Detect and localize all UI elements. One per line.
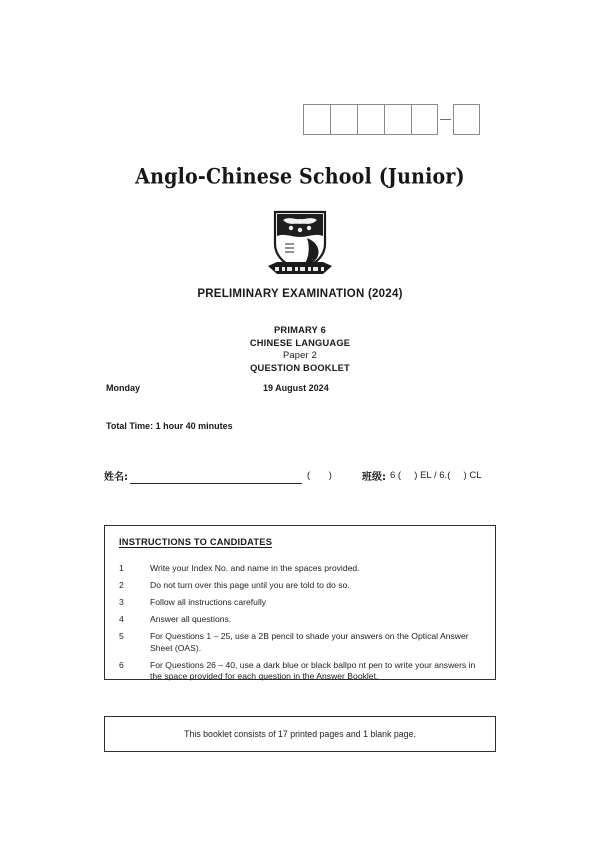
instruction-item — [119, 631, 483, 654]
instruction-number: 4 — [119, 613, 124, 624]
index-number-cell-last[interactable] — [453, 104, 480, 135]
instructions-list — [119, 563, 483, 688]
instruction-number: 6 — [119, 659, 124, 670]
instruction-text: Do not turn over this page until you are told to do so. — [150, 579, 350, 590]
candidate-details-row[interactable] — [104, 466, 524, 488]
candidate-class-label: 班级: — [362, 472, 386, 483]
instructions-box — [104, 525, 496, 680]
booklet-note-box — [104, 716, 496, 752]
index-number-cell[interactable] — [303, 104, 330, 135]
instruction-text: For Questions 26 – 40, use a dark blue or black ballpo nt pen to write your answers in the space provided for each question in the Answer Booklet. — [150, 659, 476, 682]
exam-booklet-type: QUESTION BOOKLET — [250, 362, 350, 373]
booklet-note-text: This booklet consists of 17 printed pages and 1 blank page. — [184, 729, 416, 739]
candidate-name-input-rule[interactable] — [130, 483, 302, 484]
candidate-class-options[interactable]: 6 ( ) EL / 6.( ) CL — [390, 470, 482, 481]
exam-level: PRIMARY 6 — [274, 325, 326, 335]
instruction-text: For Questions 1 – 25, use a 2B pencil to shade your answers on the Optical Answer Sheet (OAS). — [150, 630, 469, 653]
instruction-text: Follow all instructions carefully — [150, 596, 267, 607]
exam-subject-block — [0, 324, 600, 374]
instruction-number: 5 — [119, 630, 124, 641]
index-number-dash — [440, 119, 451, 120]
exam-total-time: Total Time: 1 hour 40 minutes — [106, 421, 233, 431]
instruction-text: Answer all questions. — [150, 613, 232, 624]
school-name: Anglo-Chinese School (Junior) — [135, 164, 465, 190]
instruction-number: 2 — [119, 579, 124, 590]
exam-subject: CHINESE LANGUAGE — [249, 337, 351, 348]
instruction-number: 3 — [119, 596, 124, 607]
instruction-item — [119, 597, 483, 609]
candidate-name-label: 姓名: — [104, 472, 128, 483]
exam-paper: Paper 2 — [283, 350, 317, 361]
exam-date: 19 August 2024 — [263, 383, 329, 393]
instruction-item — [119, 614, 483, 626]
exam-day: Monday — [106, 383, 141, 393]
index-number-cell[interactable] — [411, 104, 438, 135]
instruction-item — [119, 563, 483, 575]
index-number-cell-group[interactable] — [303, 104, 438, 135]
index-number-cell[interactable] — [330, 104, 357, 135]
index-number-cell[interactable] — [384, 104, 411, 135]
instruction-item — [119, 660, 483, 683]
exam-title: PRELIMINARY EXAMINATION (2024) — [197, 288, 403, 300]
index-number-field[interactable] — [303, 104, 480, 135]
instruction-text: Write your Index No. and name in the spaces provided. — [150, 563, 360, 573]
instructions-heading: INSTRUCTIONS TO CANDIDATES — [119, 537, 273, 547]
index-number-cell[interactable] — [357, 104, 384, 135]
instruction-item — [119, 580, 483, 592]
candidate-index-paren[interactable]: ( ) — [307, 470, 340, 481]
instruction-number: 1 — [119, 563, 124, 573]
school-crest-icon — [265, 206, 335, 278]
